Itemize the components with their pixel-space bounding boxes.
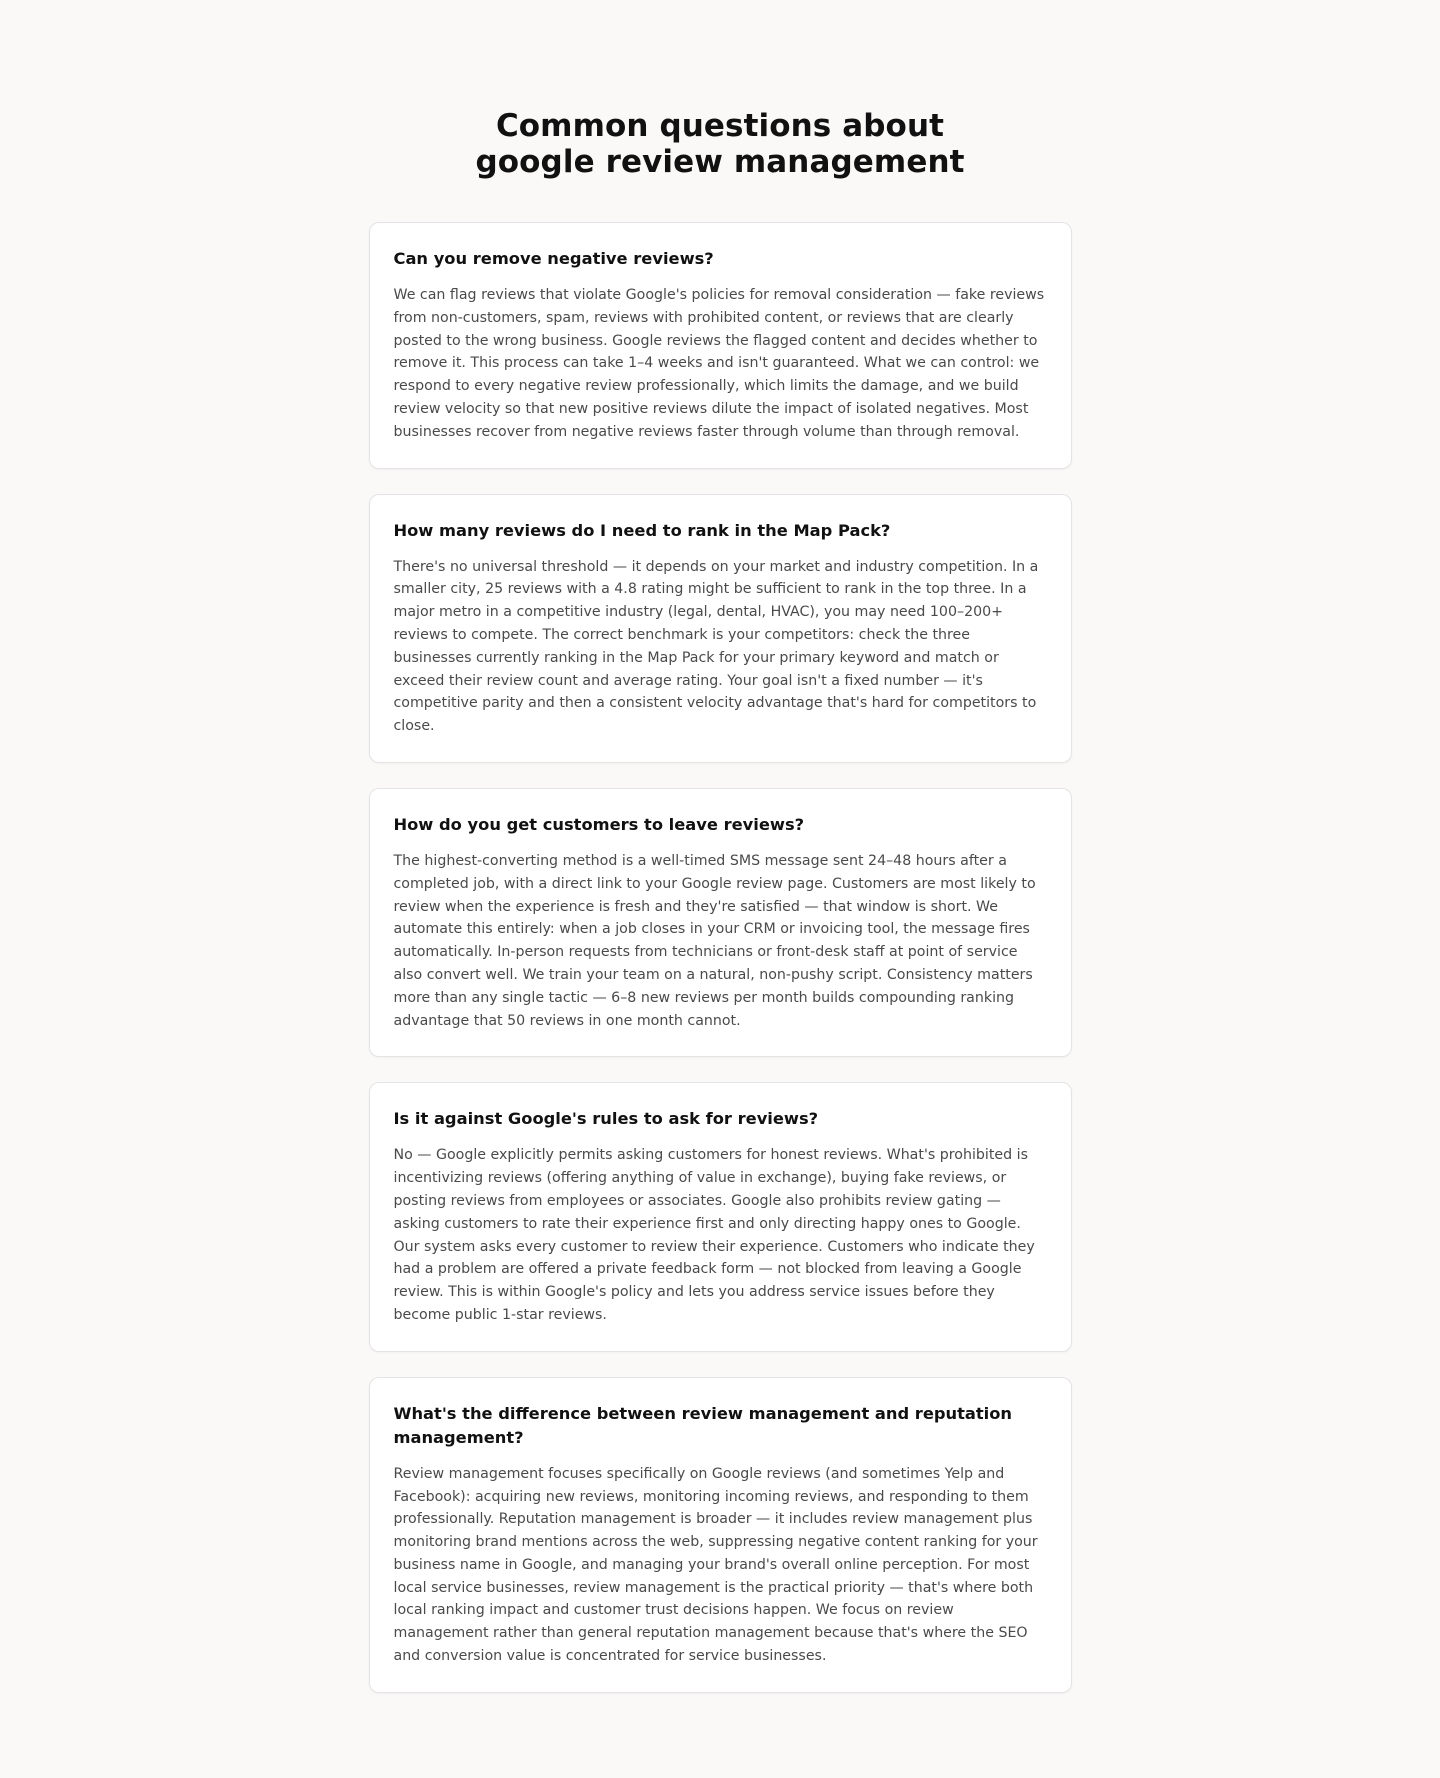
- faq-answer: No — Google explicitly permits asking customers for honest reviews. What's prohibited is incentivizing reviews (offering anything of value in exchange), buying fake reviews, or posting reviews from employees or associates. Google also prohibits review gating — asking customers to rate their experience first and only directing happy ones to Google. Our system asks every customer to review their experience. Customers who indicate they had a problem are offered a private feedback form — not blocked from leaving a Google review. This is within Google's policy and lets you address service issues before they become public 1-star reviews.: [393, 1147, 1035, 1323]
- faq-answer: We can flag reviews that violate Google's policies for removal consideration — fake reviews from non-customers, spam, reviews with prohibited content, or reviews that are clearly posted to the wrong business. Google reviews the flagged content and decides whether to remove it. This process can take 1–4 weeks and isn't guaranteed. What we can control: we respond to every negative review professionally, which limits the damage, and we build review velocity so that new positive reviews dilute the impact of isolated negatives. Most businesses recover from negative reviews faster through volume than through removal.: [393, 287, 1045, 440]
- page-title-line2: google review management: [475, 144, 965, 180]
- faq-answer: Review management focuses specifically on Google reviews (and sometimes Yelp and Facebook): acquiring new reviews, monitoring incoming reviews, and responding to them professionally. Reputation management is broader — it includes review management plus monitoring brand mentions across the web, suppressing negative content ranking for your business name in Google, and managing your brand's overall online perception. For most local service businesses, review management is the practical priority — that's where both local ranking impact and customer trust decisions happen. We focus on review management rather than general reputation management because that's where the SEO and conversion value is concentrated for service businesses.: [393, 1465, 1038, 1665]
- faq-answer: The highest-converting method is a well-timed SMS message sent 24–48 hours after a completed job, with a direct link to your Google review page. Customers are most likely to review when the experience is fresh and they're satisfied — that window is short. We automate this entirely: when a job closes in your CRM or invoicing tool, the message fires automatically. In-person requests from technicians or front-desk staff at point of service also convert well. We train your team on a natural, non-pushy script. Consistency matters more than any single tactic — 6–8 new reviews per month builds compounding ranking advantage that 50 reviews in one month cannot.: [393, 852, 1036, 1029]
- faq-item-remove-negative-reviews: [369, 222, 1072, 469]
- faq-list: [369, 222, 1072, 1693]
- faq-item-google-rules: [369, 1082, 1072, 1351]
- faq-item-reviews-to-rank: [369, 494, 1072, 763]
- faq-question: Can you remove negative reviews?: [393, 249, 714, 268]
- faq-question: How do you get customers to leave reviews?: [393, 814, 805, 834]
- page-title: [370, 108, 1070, 180]
- faq-answer: There's no universal threshold — it depends on your market and industry competition. In a smaller city, 25 reviews with a 4.8 rating might be sufficient to rank in the top three. In a major metro in a competitive industry (legal, dental, HVAC), you may need 100–200+ reviews to compete. The correct benchmark is your competitors: check the three businesses currently ranking in the Map Pack for your primary keyword and match or exceed their review count and average rating. Your goal isn't a fixed number — it's competitive parity and then a consistent velocity advantage that's hard for competitors to close.: [393, 558, 1039, 735]
- faq-item-review-vs-reputation: [369, 1377, 1072, 1693]
- page-title-line1: Common questions about: [495, 108, 945, 144]
- faq-question: Is it against Google's rules to ask for reviews?: [393, 1109, 819, 1129]
- faq-question: How many reviews do I need to rank in the Map Pack?: [393, 520, 891, 540]
- faq-item-get-customers-to-review: [369, 788, 1072, 1057]
- faq-question: What's the difference between review management and reputation management?: [393, 1403, 1013, 1447]
